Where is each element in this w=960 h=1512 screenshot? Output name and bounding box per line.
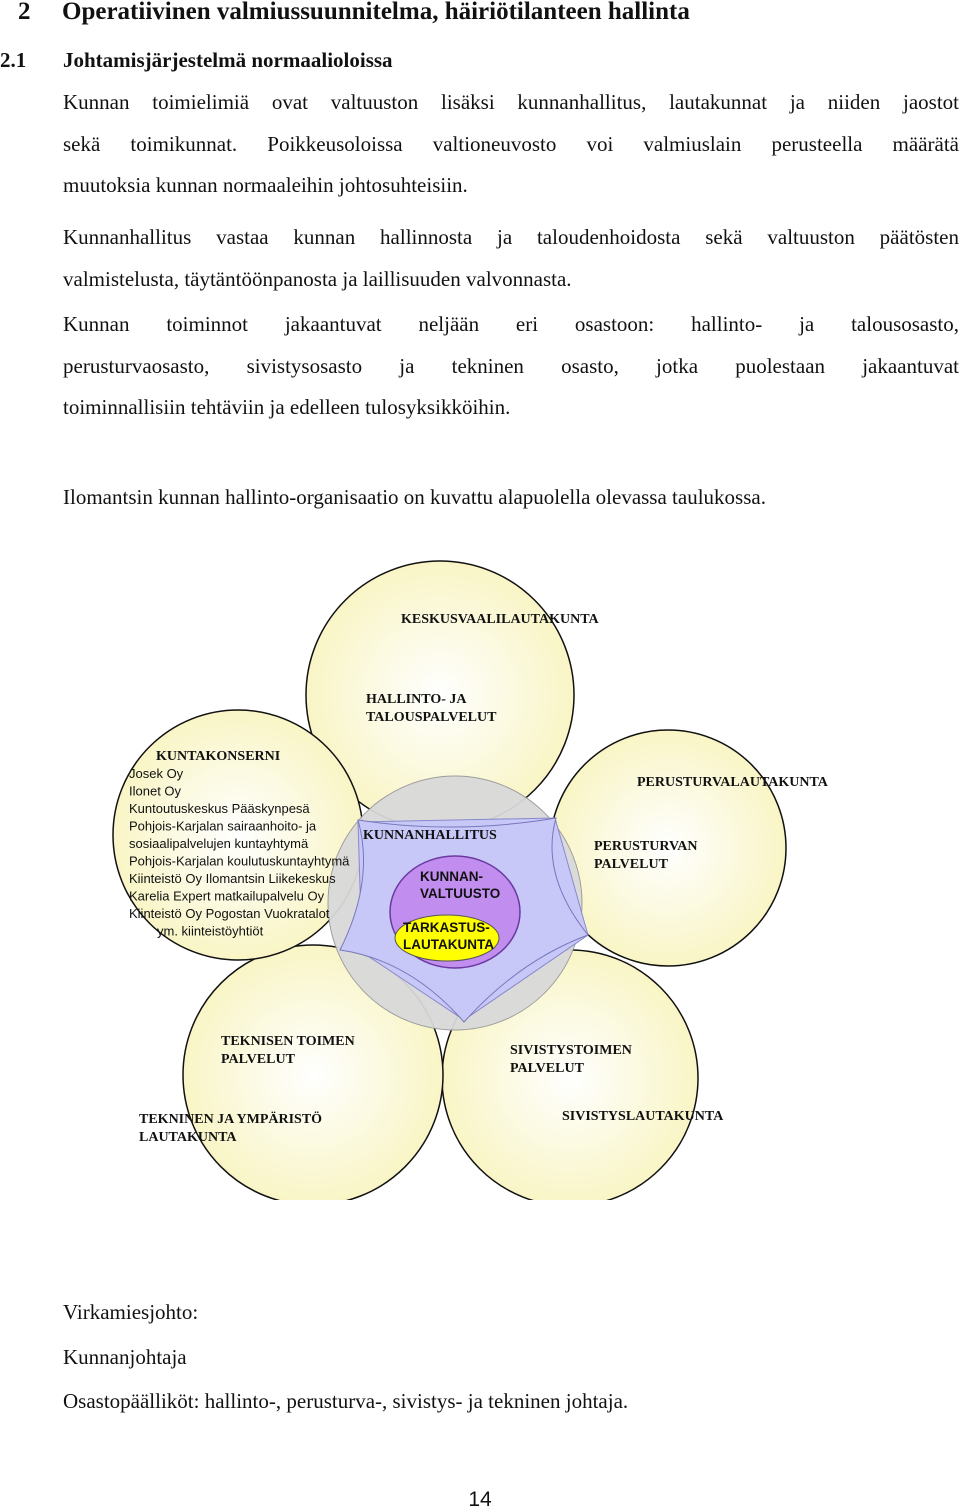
label-municipal-group: KUNTAKONSERNI <box>156 749 281 764</box>
label-admin-services-2: TALOUSPALVELUT <box>366 710 497 725</box>
section-heading <box>0 48 393 73</box>
paragraph-line: Kunnan toimielimiä ovat valtuuston lisäksi kunnanhallitus, lautakunnat ja niiden jaostot <box>63 90 959 114</box>
municipal-group-item: Kiinteistö Oy Pogostan Vuokratalot <box>129 906 330 921</box>
paragraph-line: muutoksia kunnan normaaleihin johtosuhteisiin. <box>63 173 468 197</box>
label-technical-services-2: PALVELUT <box>221 1052 295 1067</box>
label-admin-services-1: HALLINTO- JA <box>366 692 467 707</box>
label-audit-1: TARKASTUS- <box>403 920 490 935</box>
label-council-1: KUNNAN- <box>420 869 483 884</box>
municipal-group-item: Kiinteistö Oy Ilomantsin Liikekeskus <box>129 871 336 886</box>
label-education-services-1: SIVISTYSTOIMEN <box>510 1043 632 1058</box>
municipal-group-item: sosiaalipalvelujen kuntayhtymä <box>129 836 309 851</box>
paragraph-municipal-board <box>63 217 959 300</box>
municipal-group-item: Karelia Expert matkailupalvelu Oy <box>129 888 325 904</box>
label-technical-board-1: TEKNINEN JA YMPÄRISTÖ <box>139 1112 323 1127</box>
municipal-group-item: Kuntoutuskeskus Pääskynpesä <box>129 801 310 816</box>
paragraph-line: perusturvaosasto, sivistysosasto ja tekninen osasto, jotka puolestaan jakaantuvat <box>63 353 959 378</box>
section-title: Johtamisjärjestelmä normaalioloissa <box>63 48 393 72</box>
paragraph-line: sekä toimikunnat. Poikkeusoloissa valtioneuvosto voi valmiuslain perusteella määrätä <box>63 131 959 156</box>
label-education-board: SIVISTYSLAUTAKUNTA <box>562 1109 724 1124</box>
chapter-heading <box>18 0 690 26</box>
municipal-group-item: Josek Oy <box>129 766 184 781</box>
chapter-number: 2 <box>18 0 31 25</box>
paragraph-line: Kunnanhallitus vastaa kunnan hallinnosta ja taloudenhoidosta sekä valtuuston päätösten <box>63 225 959 249</box>
municipal-group-item: Pohjois-Karjalan koulutuskuntayhtymä <box>129 853 350 869</box>
label-education-services-2: PALVELUT <box>510 1061 584 1076</box>
department-heads: Osastopäälliköt: hallinto-, perusturva-, sivistys- ja tekninen johtaja. <box>63 1389 629 1413</box>
municipal-manager: Kunnanjohtaja <box>63 1345 187 1369</box>
section-number: 2.1 <box>0 48 27 72</box>
municipal-group-item: Ilonet Oy <box>129 783 182 799</box>
page-number: 14 <box>468 1488 492 1511</box>
chapter-title: Operatiivinen valmiussuunnitelma, häiriötilanteen hallinta <box>62 0 690 25</box>
label-technical-services-1: TEKNISEN TOIMEN <box>221 1034 355 1049</box>
petal-left <box>113 710 363 960</box>
paragraph-line: valmistelusta, täytäntöönpanosta ja laillisuuden valvonnasta. <box>63 266 572 291</box>
officials-heading: Virkamiesjohto: <box>63 1300 199 1324</box>
label-audit-2: LAUTAKUNTA <box>403 937 494 952</box>
diagram-intro: Ilomantsin kunnan hallinto-organisaatio on kuvattu alapuolella olevassa taulukossa. <box>63 485 766 509</box>
label-technical-board-2: LAUTAKUNTA <box>139 1130 237 1145</box>
label-social-services-1: PERUSTURVAN <box>594 839 698 854</box>
organisation-diagram <box>0 560 960 1200</box>
label-social-board: PERUSTURVALAUTAKUNTA <box>637 775 828 790</box>
label-council-2: VALTUUSTO <box>420 886 501 901</box>
municipal-group-item: Pohjois-Karjalan sairaanhoito- ja <box>129 818 317 834</box>
paragraph-governing-bodies <box>63 82 959 207</box>
paragraph-line: Kunnan toiminnot jakaantuvat neljään eri osastoon: hallinto- ja talousosasto, <box>63 312 959 336</box>
label-municipal-board: KUNNANHALLITUS <box>363 828 497 843</box>
municipal-group-item: ym. kiinteistöyhtiöt <box>157 923 264 939</box>
label-social-services-2: PALVELUT <box>594 857 668 872</box>
label-central-election-board: KESKUSVAALILAUTAKUNTA <box>401 612 599 627</box>
paragraph-departments <box>63 304 959 429</box>
paragraph-line: toiminnallisiin tehtäviin ja edelleen tulosyksikköihin. <box>63 395 511 419</box>
